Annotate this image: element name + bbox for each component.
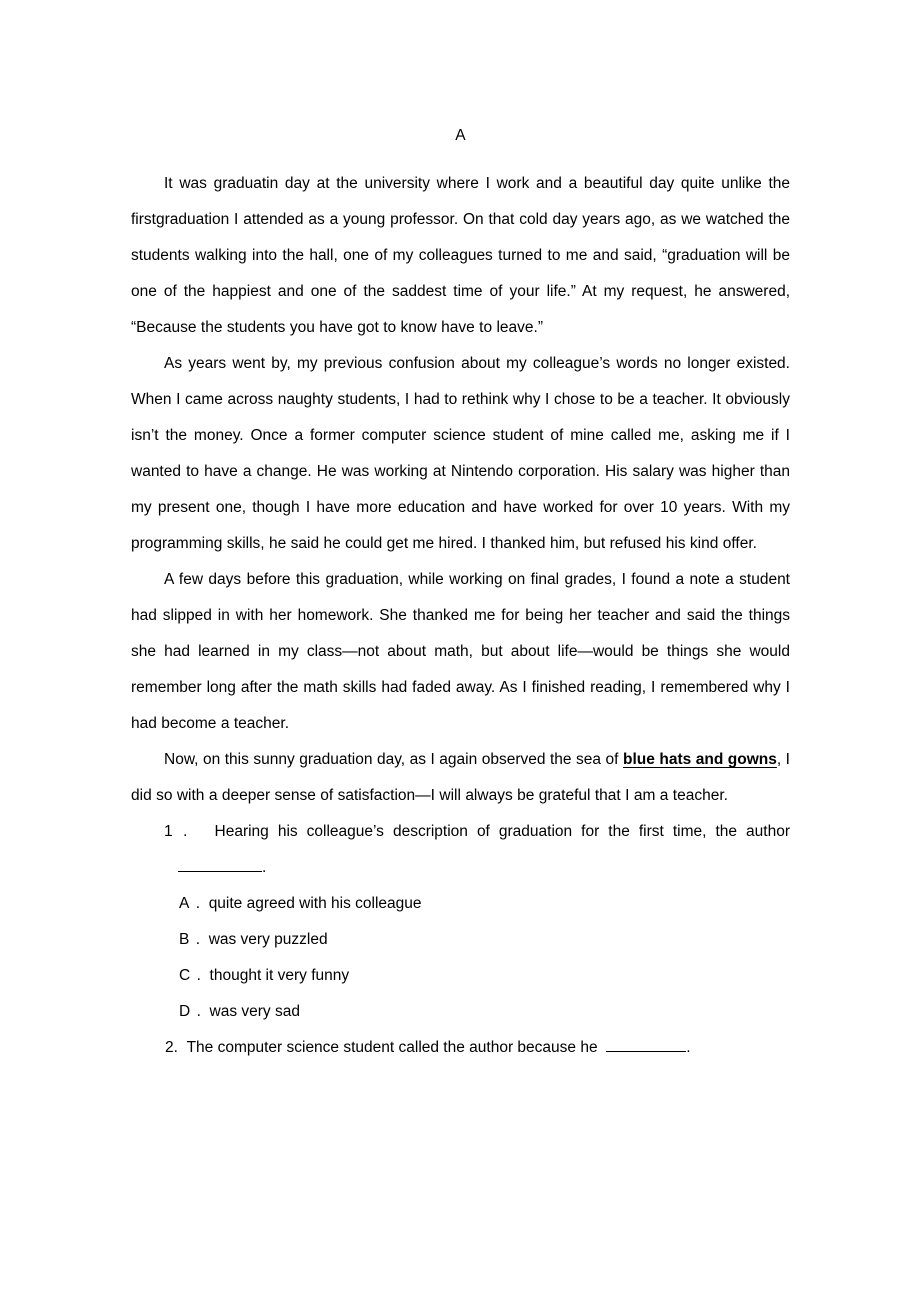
paragraph-4-text-before: Now, on this sunny graduation day, as I again observed the sea of [164,751,623,768]
option-1-b[interactable] [131,922,790,958]
option-1-a[interactable] [131,886,790,922]
question-2-text: The computer science student called the author because he [186,1039,602,1056]
passage-paragraph-4 [131,742,790,814]
question-1-answer-blank[interactable] [178,871,262,872]
option-1-b-separator: . [195,931,201,948]
document-content [131,0,790,1066]
section-title: A [455,127,466,144]
question-2-answer-blank[interactable] [606,1051,686,1052]
highlighted-phrase: blue hats and gowns [622,751,777,768]
option-1-a-text: quite agreed with his colleague [208,895,422,912]
question-2-trailing-punctuation: . [686,1039,691,1056]
question-1-trailing-punctuation: . [262,859,267,876]
option-1-c-separator: . [196,967,201,984]
passage-paragraph-2: As years went by, my previous confusion about my colleague’s words no longer existed. When I came across naughty students, I had to rethink why I chose to be a teacher. It obviously isn’t the money. Once a former computer science student of mine called me, asking me if I wanted to have a change. He was working at Nintendo corporation. His salary was higher than my present one, though I have more education and have worked for over 10 years. With my programming skills, he said he could get me hired. I thanked him, but refused his kind offer. [131,355,790,552]
question-2-separator: . [173,1039,178,1056]
question-2-number: 2 [165,1039,174,1056]
option-1-d-label: D [179,1003,191,1020]
option-1-c-label: C [179,967,191,984]
question-2 [131,1030,790,1066]
question-1 [131,814,790,886]
option-1-c-text: thought it very funny [209,967,350,984]
option-1-b-text: was very puzzled [208,931,328,948]
question-1-number: 1 [164,823,174,840]
option-1-a-separator: . [195,895,201,912]
paragraph-4-text-after: , I did so with a deeper sense of satisfaction—I will always be grateful that I am a teacher. [131,751,790,804]
option-1-a-label: A [179,895,190,912]
questions-list [131,814,790,1066]
option-1-c[interactable] [131,958,790,994]
question-1-separator: . [183,823,188,840]
option-1-d-text: was very sad [209,1003,300,1020]
option-1-d[interactable] [131,994,790,1030]
option-1-b-label: B [179,931,190,948]
question-1-text: Hearing his colleague’s description of graduation for the first time, the author [214,823,790,840]
passage-paragraph-3: A few days before this graduation, while working on final grades, I found a note a student had slipped in with her homework. She thanked me for being her teacher and said the things she had learned in my class—not about math, but about life—would be things she would remember long after the math skills had faded away. As I finished reading, I remembered why I had become a teacher. [131,571,790,732]
option-1-d-separator: . [196,1003,201,1020]
passage-paragraph-1: It was graduatin day at the university where I work and a beautiful day quite unlike the firstgraduation I attended as a young professor. On that cold day years ago, as we watched the students walking into the hall, one of my colleagues turned to me and said, “graduation will be one of the happiest and one of the saddest time of your life.” At my request, he answered, “Because the students you have got to know have to leave.” [131,175,790,336]
